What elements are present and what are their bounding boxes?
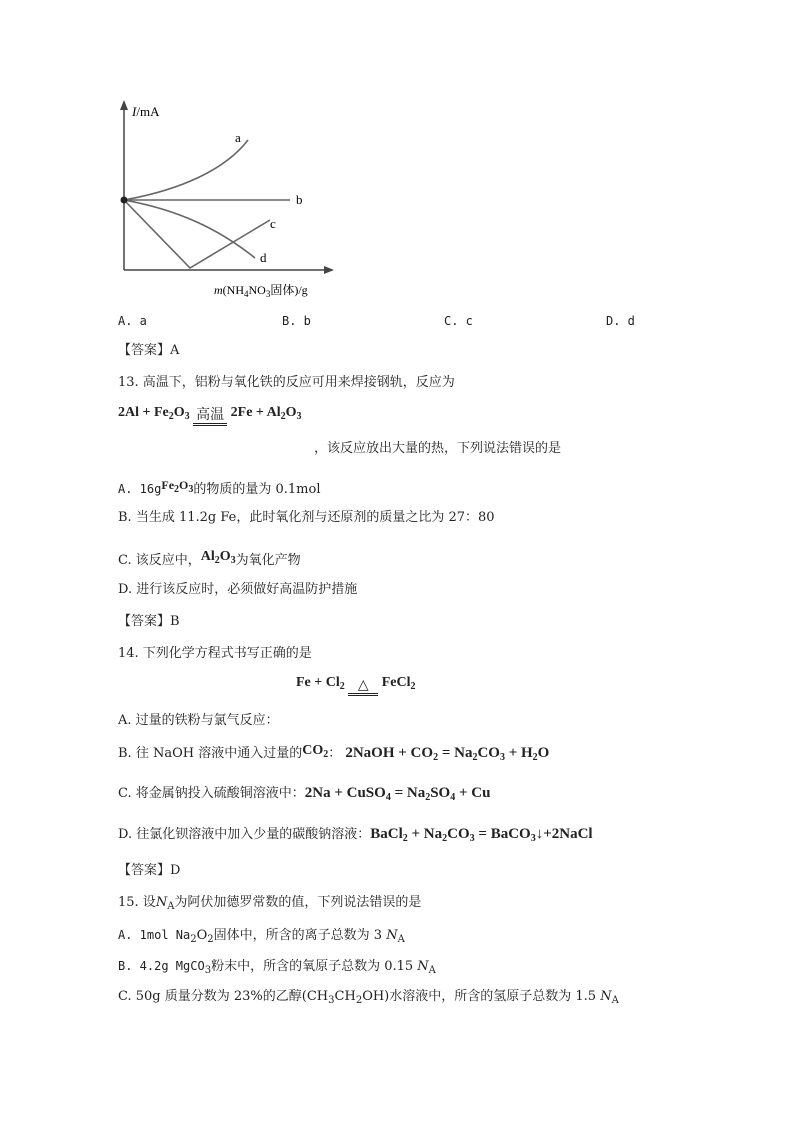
q13-stem: 13. 高温下，铝粉与氧化铁的反应可用来焊接钢轨，反应为	[118, 375, 455, 390]
q14-option-c[interactable]: C. 将金属钠投入硫酸铜溶液中：2Na + CuSO$_4$ = $Na_2SO_4 + Cu$	[118, 785, 491, 803]
q13-option-a[interactable]: A. $16gFe_2O_3$的物质的量为 0.1mol	[118, 478, 321, 497]
series-label-c: c	[270, 216, 276, 231]
y-axis-arrow	[120, 100, 128, 110]
q15-stem: 15. 设$N_A$为阿伏加德罗常数的值，下列说法错误的是	[118, 895, 422, 912]
series-label-d: d	[260, 250, 267, 265]
q14-option-a[interactable]: A. 过量的铁粉与氯气反应：	[118, 713, 279, 728]
series-line-a	[124, 140, 248, 200]
q15-option-c[interactable]: C. 50g 质量分数为 23%的乙醇$(CH_3CH_2OH)$水溶液中，所含的氢原子总数为 1.5 $N_A$	[118, 989, 619, 1006]
q13-equation: $2Al + Fe_2O_3$ 高温 $2Fe + Al_2O_3$	[118, 404, 302, 426]
q14-answer: 【答案】D	[118, 863, 181, 878]
q14-equation-a: $Fe + Cl_2$ △ FeCl$_2$	[296, 674, 416, 696]
q13-option-b[interactable]: B. 当生成 11.2g Fe，此时氧化剂与还原剂的质量之比为 27：80	[118, 510, 495, 525]
x-axis-label: $m(NH_4NO_3$固体)/g	[214, 283, 308, 299]
q14-option-d[interactable]: D. 往氯化钡溶液中加入少量的碳酸钠溶液：BaCl$_2$ + $Na_2CO_3$ = BaCO$_3$↓+2NaCl	[118, 826, 593, 844]
q13-option-d[interactable]: D. 进行该反应时，必须做好高温防护措施	[118, 582, 358, 597]
q12-answer: 【答案】A	[118, 343, 180, 358]
q13-answer: 【答案】B	[118, 614, 180, 629]
series-label-a: a	[235, 130, 241, 145]
series-line-d	[124, 200, 255, 258]
q12-option-a[interactable]: A. a	[118, 314, 147, 328]
q15-option-a[interactable]: A. 1mol $Na_2O_2$固体中，所含的离子总数为 3 $N_A$	[118, 928, 405, 945]
q14-stem: 14. 下列化学方程式书写正确的是	[118, 646, 312, 661]
current-vs-mass-chart	[110, 100, 350, 305]
series-label-b: b	[296, 192, 303, 207]
origin-point	[121, 197, 128, 204]
q12-option-b[interactable]: B. b	[282, 314, 311, 328]
y-axis-label: I/mA	[132, 104, 160, 119]
q14-option-b[interactable]: B. 往 NaOH 溶液中通入过量的$CO_2$： 2NaOH + $CO_2 = Na_2CO_3 + H_2O$	[118, 743, 550, 763]
q12-option-c[interactable]: C. c	[444, 314, 473, 328]
q13-tail: ，该反应放出大量的热，下列说法错误的是	[314, 441, 562, 456]
x-axis-arrow	[324, 266, 334, 274]
q15-option-b[interactable]: B. 4.2g MgCO$_3$粉末中，所含的氧原子总数为 0.15 $N_A$	[118, 959, 436, 976]
q13-option-c[interactable]: C. 该反应中，$Al_2O_3$为氧化产物	[118, 549, 301, 568]
series-line-c	[124, 200, 270, 268]
q12-option-d[interactable]: D. d	[606, 314, 635, 328]
